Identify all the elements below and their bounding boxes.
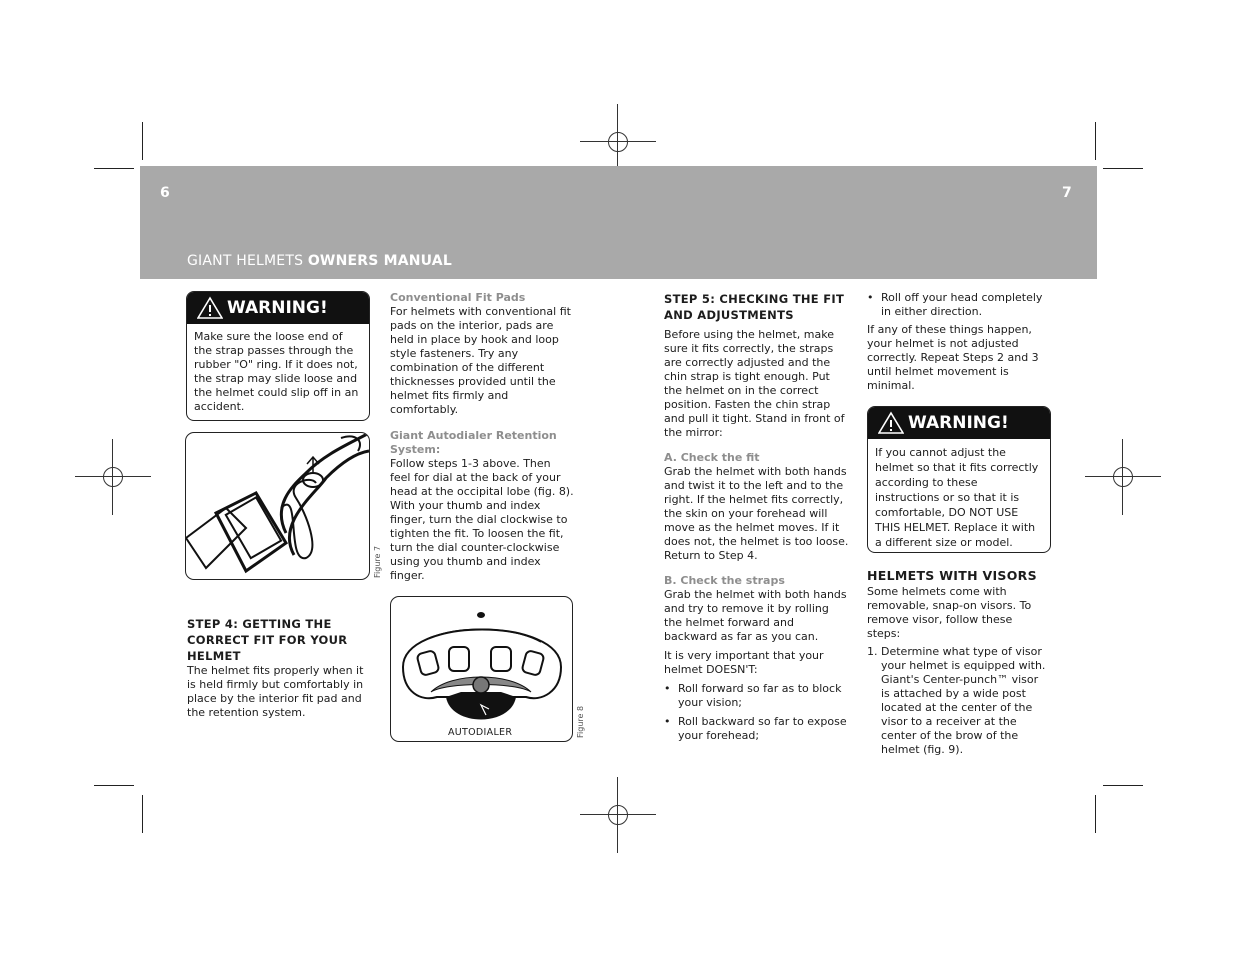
step-5-section xyxy=(664,291,849,743)
figure-7-label: Figure 7 xyxy=(373,545,382,578)
check-straps-title: B. Check the straps xyxy=(664,574,785,587)
manual-title xyxy=(187,253,452,269)
fit-pads-text: For helmets with conventional fit pads on the interior, pads are held in place by hook and loop style fasteners. Try any combination of the different thicknesses provided until the helmet fits firmly and comfortably. xyxy=(390,305,571,416)
spacer xyxy=(664,440,849,451)
warning-text: If you cannot adjust the helmet so that it fits correctly according to these instructions or so that it is comfortable, DO NOT USE THIS HELMET. Replace it with a different size or model. xyxy=(875,446,1039,549)
list-item: • Roll backward so far to expose your forehead; xyxy=(664,715,849,743)
page-number-left: 6 xyxy=(160,185,170,201)
step-4-title: STEP 4: GETTING THE CORRECT FIT FOR YOUR HELMET xyxy=(187,617,348,663)
warning-box xyxy=(186,291,370,421)
registration-mark-icon xyxy=(580,777,656,853)
bullet-list xyxy=(664,682,849,743)
figure-8 xyxy=(390,596,573,742)
crop-mark xyxy=(1095,122,1096,160)
numbered-list xyxy=(867,645,1047,757)
warning-text: Make sure the loose end of the strap passes through the rubber "O" ring. If it does not, the strap may slide loose and the helmet could slip off in an accident. xyxy=(194,330,359,413)
step-5-intro: Before using the helmet, make sure it fits correctly, the straps are correctly adjusted and the chin strap is tight enough. Put the helmet on in the correct position. Fasten the chin strap and pull it tight. Stand in front of the mirror: xyxy=(664,328,845,439)
figure-8-label: Figure 8 xyxy=(576,705,585,738)
visors-title: HELMETS WITH VISORS xyxy=(867,568,1037,583)
step-4-text: The helmet fits properly when it is held firmly but comfortably in place by the interior fit pad and the retention system. xyxy=(187,664,364,719)
helmet-rear-illustration-icon xyxy=(391,597,572,741)
figure-7 xyxy=(185,432,370,580)
spacer xyxy=(664,563,849,574)
visors-section xyxy=(867,569,1047,757)
warning-triangle-icon xyxy=(197,296,223,320)
brand-name: GIANT HELMETS xyxy=(187,253,304,269)
registration-mark-icon xyxy=(75,439,151,515)
crop-mark xyxy=(142,795,143,833)
check-fit-title: A. Check the fit xyxy=(664,451,760,464)
crop-mark xyxy=(94,785,134,786)
crop-mark xyxy=(1103,785,1143,786)
warning-header xyxy=(187,292,369,324)
step-5-title: STEP 5: CHECKING THE FIT AND ADJUSTMENTS xyxy=(664,292,845,322)
check-fit-text: Grab the helmet with both hands and twist it to the left and to the right. If the helmet fits correctly, the skin on your forehead will move as the helmet moves. If it does not, the helmet is too loose. Return to Step 4. xyxy=(664,465,849,562)
visors-intro: Some helmets come with removable, snap-on visors. To remove visor, follow these steps: xyxy=(867,585,1032,640)
warning-title: WARNING! xyxy=(227,298,328,318)
warning-box xyxy=(867,406,1051,553)
check-straps-text: Grab the helmet with both hands and try to remove it by rolling the helmet forward and backward as far as you can. xyxy=(664,588,847,643)
crop-mark xyxy=(94,168,134,169)
list-number: 1. xyxy=(867,645,878,658)
strap-buckle-illustration-icon xyxy=(186,433,369,579)
fit-pads-section xyxy=(390,291,574,583)
crop-mark xyxy=(142,122,143,160)
step-4-section xyxy=(187,616,365,720)
list-text: Determine what type of visor your helmet is equipped with. Giant's Center-punch™ visor is attached by a wide post located at the center of the visor to a receiver at the center of the brow of the helmet (fig. 9). xyxy=(881,645,1046,756)
manual-name: OWNERS MANUAL xyxy=(307,253,452,269)
bullet-list xyxy=(867,291,1047,319)
list-item xyxy=(867,645,1047,757)
important-text: It is very important that your helmet DOESN'T: xyxy=(664,649,824,676)
warning-title: WARNING! xyxy=(908,413,1009,433)
outcome-text: If any of these things happen, your helmet is not adjusted correctly. Repeat Steps 2 and 3 until helmet movement is minimal. xyxy=(867,323,1039,392)
warning-header xyxy=(868,407,1050,439)
crop-mark xyxy=(1103,168,1143,169)
autodialer-caption: AUTODIALER xyxy=(448,727,513,738)
registration-mark-icon xyxy=(1085,439,1161,515)
page-number-right: 7 xyxy=(1062,185,1072,201)
list-item: • Roll off your head completely in either direction. xyxy=(867,291,1047,319)
fit-pads-title: Conventional Fit Pads xyxy=(390,291,526,304)
list-item: • Roll forward so far as to block your vision; xyxy=(664,682,849,710)
crop-mark xyxy=(1095,795,1096,833)
step-5-continued xyxy=(867,291,1047,393)
autodialer-title: Giant Autodialer Retention System: xyxy=(390,429,557,456)
spacer xyxy=(390,417,574,429)
warning-triangle-icon xyxy=(878,411,904,435)
autodialer-text: Follow steps 1-3 above. Then feel for dial at the back of your head at the occipital lobe (fig. 8). With your thumb and index finger, turn the dial clockwise to tighten the fit. To loosen the fit, turn the dial counter-clockwise using you thumb and index finger. xyxy=(390,457,574,582)
